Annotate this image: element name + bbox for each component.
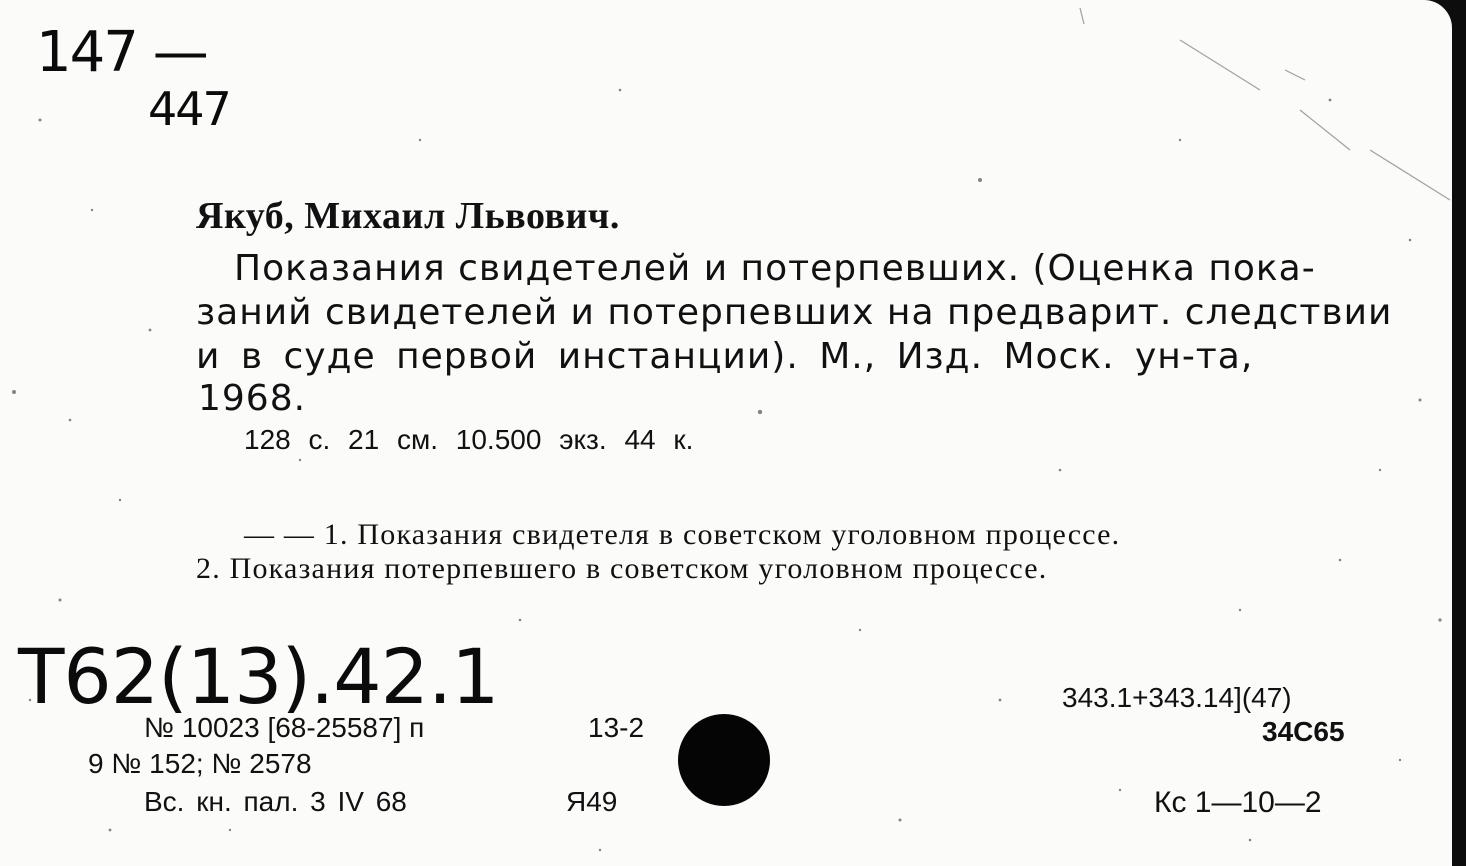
title-line-3: и в суде первой инстанции). М., Изд. Моск. ун-та, bbox=[196, 336, 1254, 377]
chamber-line: Вс. кн. пал. 3 IV 68 bbox=[144, 786, 407, 817]
subject-line-1: — — 1. Показания свидетеля в советском уголовном процессе. bbox=[244, 518, 1121, 551]
bbk-code: 34С65 bbox=[1262, 716, 1345, 747]
card-number-line: № 10023 [68-25587] п bbox=[144, 712, 425, 743]
order-code: 13-2 bbox=[588, 712, 645, 743]
handwritten-number-top: 147 — bbox=[36, 20, 207, 85]
issue-line: 9 № 152; № 2578 bbox=[88, 748, 312, 779]
handwritten-number-second: 447 bbox=[148, 82, 230, 136]
title-line-1: Показания свидетелей и потерпевших. (Оценка пока- bbox=[234, 248, 1316, 289]
physical-description: 128 с. 21 см. 10.500 экз. 44 к. bbox=[244, 424, 694, 455]
punch-hole bbox=[678, 714, 770, 806]
subject-line-2: 2. Показания потерпевшего в советском уголовном процессе. bbox=[196, 552, 1048, 585]
udc-code: 343.1+343.14](47) bbox=[1062, 682, 1292, 713]
title-line-4: 1968. bbox=[198, 378, 307, 419]
control-code: Кс 1—10—2 bbox=[1154, 786, 1322, 819]
title-line-2: заний свидетелей и потерпевших на предварит. следствии bbox=[196, 292, 1393, 333]
author-mark-code: Я49 bbox=[566, 786, 618, 817]
handwritten-shelf-code: Т62(13).42.1 bbox=[18, 632, 499, 721]
author-heading: Якуб, Михаил Львович. bbox=[196, 195, 620, 237]
